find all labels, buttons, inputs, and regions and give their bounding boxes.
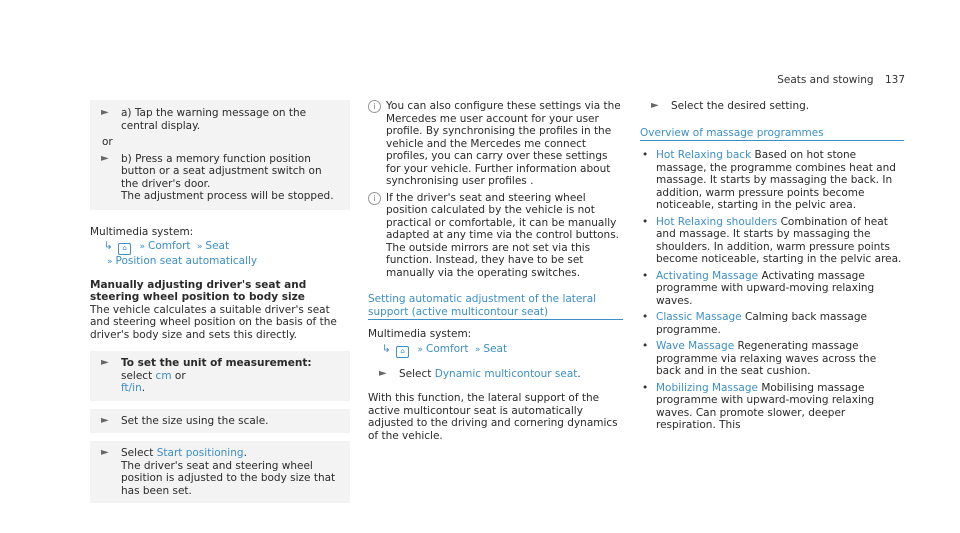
lateral-body-text: With this function, the lateral support of the active multicontour seat is automatically adjusted to the driving and cornering dynamics of the vehicle. <box>368 392 618 442</box>
list-item <box>640 216 904 266</box>
list-item <box>640 340 904 378</box>
column-middle <box>368 100 623 442</box>
chevron-icon: » <box>107 257 113 267</box>
path-position-seat: Position seat automatically <box>115 255 258 267</box>
path-seat: Seat <box>205 240 230 252</box>
or-text: or <box>102 136 113 148</box>
home-icon: ⌂ <box>118 243 131 255</box>
menu-path <box>90 240 350 269</box>
path-comfort: Comfort <box>148 240 191 252</box>
list-item <box>640 149 904 212</box>
step-arrow-icon: ► <box>101 152 109 164</box>
chevron-icon: » <box>196 242 203 252</box>
chevron-icon: » <box>417 344 424 355</box>
note-manual <box>368 192 623 280</box>
step-select-text: Select the desired setting. <box>671 100 810 112</box>
programme-text: Based on hot stone massage, the programme combines heat and massage. It starts by massaging the back. In addition, warm pressure points become noticeable, starting in the pelvic area. <box>656 149 896 211</box>
path-seat: Seat <box>483 342 508 355</box>
step-arrow-icon: ► <box>101 414 109 426</box>
section-heading: Manually adjusting driver's seat and steering wheel position to body size <box>90 278 307 303</box>
list-item <box>640 270 904 308</box>
step-arrow-icon: ► <box>379 367 387 379</box>
menu-path <box>368 343 623 358</box>
info-icon: i <box>368 100 381 113</box>
chevron-icon: » <box>474 344 481 355</box>
programme-text: Combination of heat and massage. It starts by massaging the shoulders. In addition, warm pressure points become noticeable, starting in the pelvic area. <box>656 215 902 265</box>
step-dynamic-prefix: Select <box>399 367 435 380</box>
step-b-text: b) Press a memory function position button or a seat adjustment switch on the driver's door. <box>121 152 322 190</box>
programme-text: Regenerating massage programme via relaxing waves across the back and in the seat cushion. <box>656 340 877 377</box>
note-sync <box>368 100 623 188</box>
step-dynamic-end: . <box>577 367 581 380</box>
home-icon: ⌂ <box>396 346 409 358</box>
programme-name: Mobilizing Massage <box>656 381 758 394</box>
list-item <box>640 382 904 432</box>
section-name: Seats and stowing <box>777 74 874 86</box>
step-dynamic <box>368 368 623 381</box>
step-select-setting <box>640 100 904 113</box>
start-positioning-link: Start positioning <box>156 447 244 459</box>
multimedia-label: Multimedia system: <box>368 328 472 340</box>
step-b-result: The adjustment process will be stopped. <box>121 190 334 202</box>
step-unit-or: or <box>171 369 186 382</box>
programme-text: Activating massage programme with upward-moving relaxing waves. <box>656 269 875 307</box>
note-sync-text: You can also configure these settings via the Mercedes me user account for your user profile. By synchronising the profiles in the vehicle and the Mercedes me connect profiles, you can carry over these settings for your vehicle. Further information about synchronising user profiles . <box>386 100 621 187</box>
step-scale-text: Set the size using the scale. <box>121 414 269 427</box>
step-start-text: The driver's seat and steering wheel position is adjusted to the body size that has been set. <box>121 459 336 497</box>
step-unit-end: . <box>141 382 146 394</box>
list-item <box>640 311 904 336</box>
multimedia-label: Multimedia system: <box>90 225 194 238</box>
note-manual-text: If the driver's seat and steering wheel position calculated by the vehicle is not practical or comfortable, it can be manually adapted at any time via the control buttons. <box>386 191 620 241</box>
step-unit-mid: select <box>121 369 156 382</box>
step-unit-prefix: To set the unit of measurement: <box>121 357 312 369</box>
path-comfort: Comfort <box>426 342 469 355</box>
programme-text: Calming back massage programme. <box>656 311 867 336</box>
column-left <box>90 100 350 503</box>
step-arrow-icon: ► <box>101 357 109 368</box>
path-arrow-icon: ↳ <box>104 240 113 252</box>
info-icon: i <box>368 192 381 205</box>
step-start-prefix: Select <box>121 447 157 459</box>
step-arrow-icon: ► <box>101 107 109 118</box>
programme-text: Mobilising massage programme with upward-moving relaxing waves. Can promote slower, deeper respiration. This <box>656 381 875 431</box>
step-arrow-icon: ► <box>651 100 659 111</box>
programme-name: Hot Relaxing shoulders <box>656 215 778 228</box>
programme-name: Wave Massage <box>656 340 735 352</box>
step-scale <box>90 409 350 434</box>
section-title-massage: Overview of massage programmes <box>640 127 904 142</box>
chevron-icon: » <box>139 242 146 252</box>
step-a-text: a) Tap the warning message on the central display. <box>121 107 307 132</box>
path-arrow-icon: ↳ <box>382 342 391 355</box>
programme-name: Classic Massage <box>656 311 742 323</box>
unit-ftin: ft/in <box>121 382 142 394</box>
step-arrow-icon: ► <box>101 447 109 458</box>
section-title-lateral: Setting automatic adjustment of the lateral support (active multicontour seat) <box>368 293 623 320</box>
page-header <box>777 74 905 86</box>
programme-name: Activating Massage <box>656 269 759 282</box>
heading-text: The vehicle calculates a suitable driver's seat and steering wheel position on the basis of the driver's body size and sets this directly. <box>90 303 337 341</box>
step-start-end: . <box>243 447 247 459</box>
page-number: 137 <box>884 74 905 86</box>
dynamic-multicontour-link: Dynamic multicontour seat <box>434 367 578 380</box>
step-start <box>90 441 350 503</box>
column-right <box>640 100 904 436</box>
unit-cm: cm <box>155 369 172 382</box>
note-mirrors-text: The outside mirrors are not set via this function. Instead, they have to be set manually via the operating switches. <box>386 241 591 279</box>
massage-list <box>640 149 904 432</box>
step-unit <box>90 351 350 401</box>
step-box-a-b <box>90 100 350 210</box>
programme-name: Hot Relaxing back <box>656 149 752 161</box>
